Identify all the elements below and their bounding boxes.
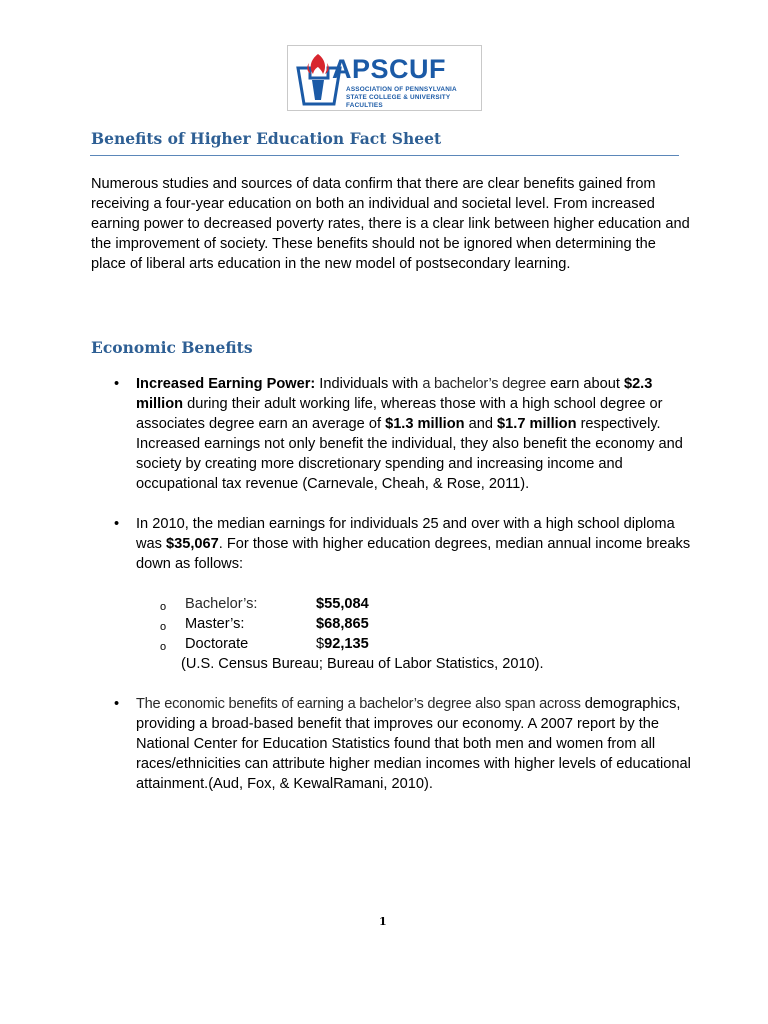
lifetime-earnings-associates: $1.7 million <box>497 416 577 432</box>
degree-earnings-value <box>316 634 369 654</box>
currency-prefix: $ <box>316 636 325 652</box>
text-run: respectively. Increased earnings not only benefit the individual, they also benefit the economy and society by creating more discretionary spending and increasing income and occupational tax revenue (Carnevale, Cheah, & Rose, 2011). <box>136 416 683 492</box>
degree-earnings-value: $55,084 <box>316 596 369 612</box>
apscuf-logo <box>287 45 482 111</box>
text-run: demographics, providing a broad-based benefit that improves our economy. A 2007 report by the National Center for Education Statistics found that both men and women from all races/ethnicities can attribute higher median incomes with higher levels of educational attainment.(Aud, Fox, & KewalRamani, 2010). <box>136 696 691 792</box>
earnings-citation: (U.S. Census Bureau; Bureau of Labor Statistics, 2010). <box>181 656 544 672</box>
text-run: earn about <box>546 376 624 392</box>
bullet-demographics <box>136 694 696 794</box>
degree-earnings-value: $68,865 <box>316 616 369 632</box>
logo-subtitle <box>346 86 481 110</box>
text-run: . For those with higher education degrees, median annual income breaks down as follows: <box>136 536 691 572</box>
sub-bullet-marker: o <box>160 601 167 613</box>
median-earnings-high-school: $35,067 <box>166 536 219 552</box>
degree-earnings-amount: 92,135 <box>324 636 369 652</box>
lifetime-earnings-high-school: $1.3 million <box>385 416 465 432</box>
bullet-median-earnings <box>136 514 696 574</box>
degree-label: Bachelor’s: <box>185 596 258 612</box>
degree-label: Doctorate <box>185 636 249 652</box>
bullet-lead: Increased Earning Power: <box>136 376 316 392</box>
text-run: a bachelor’s degree <box>422 376 547 392</box>
sub-bullet-marker: o <box>160 641 167 653</box>
sub-bullet-marker: o <box>160 621 167 633</box>
text-run: during their adult working life, whereas those with a high school degree or associates degree earn an average of <box>136 396 663 432</box>
bullet-marker: • <box>114 696 120 712</box>
text-run: The economic benefits of earning a bachelor’s degree also span across <box>136 696 581 712</box>
logo-subtitle-line-2: STATE COLLEGE & UNIVERSITY FACULTIES <box>346 94 451 109</box>
bullet-earning-power <box>136 374 696 494</box>
section-heading-economic: Economic Benefits <box>91 338 253 357</box>
bullet-marker: • <box>114 376 120 392</box>
intro-paragraph: Numerous studies and sources of data confirm that there are clear benefits gained from receiving a four-year education on both an individual and societal level. From increased earning power to decreased poverty rates, there is a clear link between higher education and the improvement of society. These benefits should not be ignored when determining the place of liberal arts education in the new model of postsecondary learning. <box>91 176 690 272</box>
degree-label: Master’s: <box>185 616 245 632</box>
logo-subtitle-line-1: ASSOCIATION OF PENNSYLVANIA <box>346 86 457 93</box>
page-title: Benefits of Higher Education Fact Sheet <box>91 129 442 148</box>
text-run: In 2010, the median earnings for individuals 25 and over with a high school diploma was <box>136 516 675 552</box>
text-run: Individuals with <box>315 376 423 392</box>
lifetime-earnings-bachelor: $2.3 million <box>136 376 653 412</box>
bullet-marker: • <box>114 516 120 532</box>
text-run: and <box>464 416 498 432</box>
title-divider <box>90 155 679 156</box>
page-number: 1 <box>379 915 387 928</box>
logo-wordmark: APSCUF <box>332 54 447 84</box>
